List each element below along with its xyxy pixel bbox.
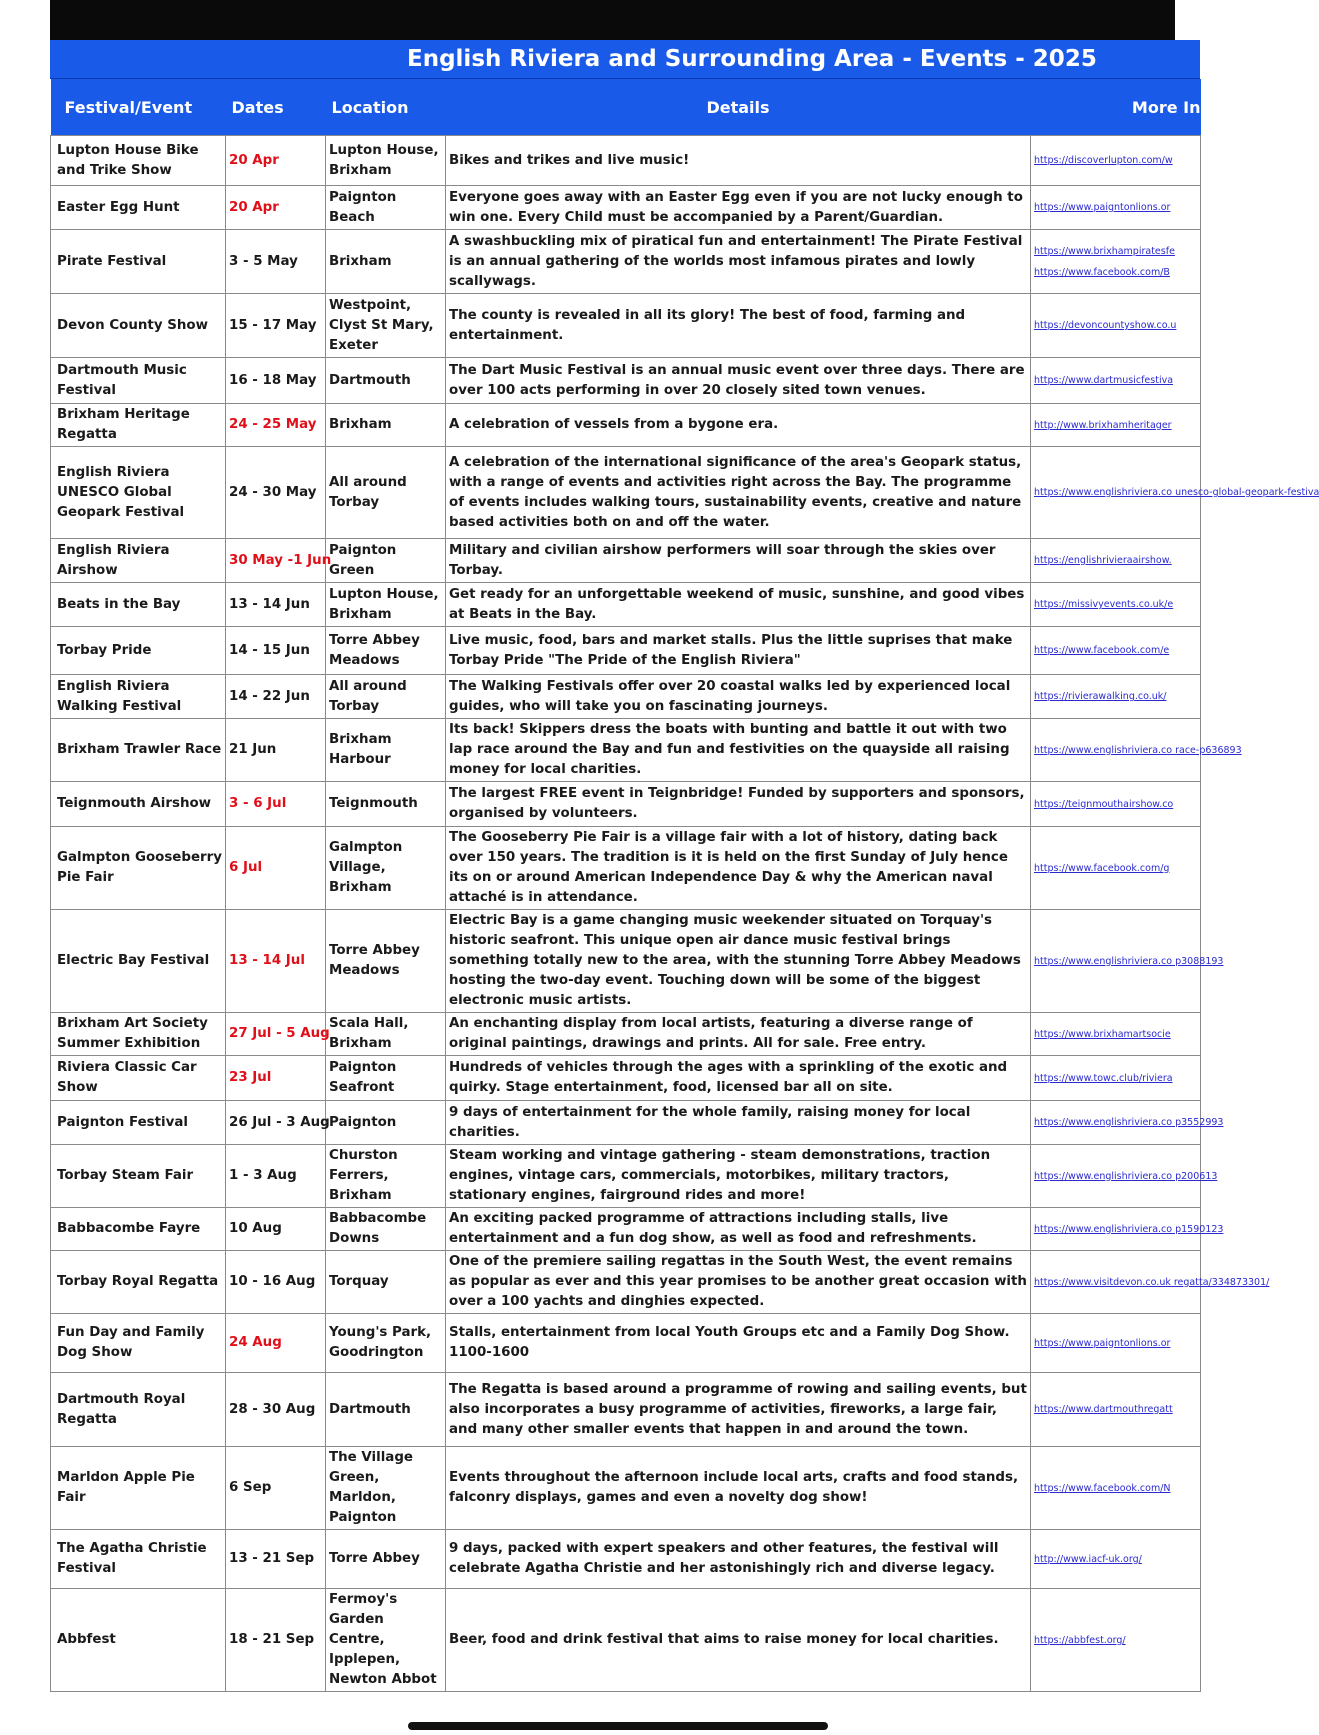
- event-dates-cell: 6 Sep: [226, 1447, 326, 1530]
- table-row: [51, 1530, 1201, 1589]
- event-link-cell: [1031, 186, 1201, 230]
- event-dates-cell: 20 Apr: [226, 186, 326, 230]
- event-location-cell: Dartmouth: [326, 1373, 446, 1447]
- event-dates-cell: 21 Jun: [226, 719, 326, 782]
- scroll-indicator[interactable]: [408, 1722, 828, 1730]
- more-info-link[interactable]: https://www.englishriviera.co race-p636893: [1034, 744, 1242, 756]
- event-link-cell: [1031, 627, 1201, 675]
- event-details-cell: Live music, food, bars and market stalls. Plus the little suprises that make Torbay Pride "The Pride of the English Riviera": [446, 627, 1031, 675]
- event-location-cell: Paignton: [326, 1101, 446, 1145]
- event-dates-cell: 13 - 21 Sep: [226, 1530, 326, 1589]
- event-location-cell: Lupton House, Brixham: [326, 136, 446, 186]
- event-details-cell: Everyone goes away with an Easter Egg even if you are not lucky enough to win one. Every Child must be accompanied by a Parent/Guardian.: [446, 186, 1031, 230]
- event-details-cell: Hundreds of vehicles through the ages with a sprinkling of the exotic and quirky. Stage entertainment, food, licensed bar all on site.: [446, 1056, 1031, 1101]
- event-location-cell: All around Torbay: [326, 447, 446, 539]
- table-row: [51, 827, 1201, 910]
- more-info-link[interactable]: https://www.englishriviera.co p200613: [1034, 1170, 1218, 1182]
- event-location-cell: Fermoy's Garden Centre, Ipplepen, Newton Abbot: [326, 1589, 446, 1692]
- event-dates-cell: 30 May -1 Jun: [226, 539, 326, 583]
- more-info-link[interactable]: https://www.towc.club/riviera: [1034, 1072, 1173, 1084]
- event-details-cell: A celebration of the international significance of the area's Geopark status, with a range of events and activities right across the Bay. The programme of events includes walking tours, sustainability events, creative and nature based activities both on and off the water.: [446, 447, 1031, 539]
- col-header-location: Location: [326, 79, 446, 136]
- event-link-cell: [1031, 583, 1201, 627]
- event-link-cell: [1031, 1447, 1201, 1530]
- event-link-cell: [1031, 404, 1201, 447]
- more-info-link[interactable]: https://www.brixhampiratesfe: [1034, 245, 1175, 257]
- event-details-cell: Stalls, entertainment from local Youth Groups etc and a Family Dog Show. 1100-1600: [446, 1314, 1031, 1373]
- header-row: [51, 79, 1201, 136]
- event-name-cell: English Riviera Airshow: [51, 539, 226, 583]
- event-location-cell: Dartmouth: [326, 358, 446, 404]
- more-info-link[interactable]: https://missivyevents.co.uk/e: [1034, 599, 1174, 610]
- event-location-cell: Babbacombe Downs: [326, 1208, 446, 1251]
- event-details-cell: Steam working and vintage gathering - steam demonstrations, traction engines, vintage cars, commercials, motorbikes, military tractors, stationary engines, fairground rides and more!: [446, 1145, 1031, 1208]
- table-row: [51, 1251, 1201, 1314]
- event-link-cell: [1031, 1589, 1201, 1692]
- event-link-cell: [1031, 1314, 1201, 1373]
- event-location-cell: Brixham: [326, 230, 446, 294]
- event-name-cell: Devon County Show: [51, 294, 226, 358]
- table-row: [51, 1145, 1201, 1208]
- event-location-cell: The Village Green, Marldon, Paignton: [326, 1447, 446, 1530]
- event-dates-cell: 18 - 21 Sep: [226, 1589, 326, 1692]
- more-info-link[interactable]: https://www.englishriviera.co unesco-global-geopark-festiva: [1034, 487, 1319, 498]
- event-details-cell: Beer, food and drink festival that aims to raise money for local charities.: [446, 1589, 1031, 1692]
- event-link-cell: [1031, 675, 1201, 719]
- table-row: [51, 675, 1201, 719]
- event-location-cell: Galmpton Village, Brixham: [326, 827, 446, 910]
- title-bar: [50, 40, 1200, 79]
- event-details-cell: An exciting packed programme of attractions including stalls, live entertainment and a fun dog show, as well as food and refreshments.: [446, 1208, 1031, 1251]
- table-row: [51, 627, 1201, 675]
- event-link-cell: [1031, 358, 1201, 404]
- event-link-cell: [1031, 447, 1319, 539]
- table-row: [51, 1101, 1201, 1145]
- event-dates-cell: 3 - 6 Jul: [226, 782, 326, 827]
- table-row: [51, 1208, 1201, 1251]
- event-location-cell: Lupton House, Brixham: [326, 583, 446, 627]
- event-link-cell: [1031, 1530, 1201, 1589]
- event-location-cell: Churston Ferrers, Brixham: [326, 1145, 446, 1208]
- more-info-link[interactable]: https://abbfest.org/: [1034, 1634, 1126, 1646]
- event-location-cell: Brixham: [326, 404, 446, 447]
- event-link-cell: [1031, 1056, 1201, 1101]
- event-details-cell: A swashbuckling mix of piratical fun and entertainment! The Pirate Festival is an annual gathering of the worlds most infamous pirates and lowly scallywags.: [446, 230, 1031, 294]
- event-details-cell: The Dart Music Festival is an annual music event over three days. There are over 100 acts performing in over 20 closely sited town venues.: [446, 358, 1031, 404]
- event-dates-cell: 24 Aug: [226, 1314, 326, 1373]
- table-row: [51, 539, 1201, 583]
- event-dates-cell: 14 - 22 Jun: [226, 675, 326, 719]
- event-link-cell: [1031, 539, 1201, 583]
- event-details-cell: The Regatta is based around a programme of rowing and sailing events, but also incorporates a busy programme of activities, fireworks, a large fair, and many other smaller events that happen in and around the town.: [446, 1373, 1031, 1447]
- event-name-cell: Paignton Festival: [51, 1101, 226, 1145]
- event-link-cell: [1031, 1101, 1224, 1145]
- event-dates-cell: 16 - 18 May: [226, 358, 326, 404]
- table-row: [51, 230, 1201, 294]
- event-dates-cell: 10 - 16 Aug: [226, 1251, 326, 1314]
- event-dates-cell: 10 Aug: [226, 1208, 326, 1251]
- event-name-cell: Dartmouth Royal Regatta: [51, 1373, 226, 1447]
- event-location-cell: Torre Abbey Meadows: [326, 627, 446, 675]
- event-link-cell: [1031, 910, 1224, 1013]
- event-dates-cell: 1 - 3 Aug: [226, 1145, 326, 1208]
- event-dates-cell: 24 - 25 May: [226, 404, 326, 447]
- event-location-cell: Paignton Seafront: [326, 1056, 446, 1101]
- more-info-link[interactable]: https://www.facebook.com/g: [1034, 862, 1170, 874]
- event-name-cell: Electric Bay Festival: [51, 910, 226, 1013]
- event-name-cell: Teignmouth Airshow: [51, 782, 226, 827]
- table-row: [51, 1314, 1201, 1373]
- more-info-link[interactable]: https://www.englishriviera.co p1590123: [1034, 1223, 1224, 1235]
- more-info-link[interactable]: https://www.visitdevon.co.uk regatta/334873301/: [1034, 1276, 1270, 1288]
- table-row: [51, 1013, 1201, 1056]
- more-info-link[interactable]: https://www.englishriviera.co p3088193: [1034, 955, 1224, 967]
- event-link-cell: [1031, 294, 1201, 358]
- event-link-cell: [1031, 1373, 1201, 1447]
- event-location-cell: Westpoint, Clyst St Mary, Exeter: [326, 294, 446, 358]
- event-link-cell: [1031, 827, 1201, 910]
- event-dates-cell: 23 Jul: [226, 1056, 326, 1101]
- event-dates-cell: 14 - 15 Jun: [226, 627, 326, 675]
- event-dates-cell: 24 - 30 May: [226, 447, 326, 539]
- event-details-cell: A celebration of vessels from a bygone era.: [446, 404, 1031, 447]
- table-row: [51, 910, 1201, 1013]
- table-row: [51, 404, 1201, 447]
- event-name-cell: Galmpton Gooseberry Pie Fair: [51, 827, 226, 910]
- event-location-cell: Scala Hall, Brixham: [326, 1013, 446, 1056]
- event-link-cell: [1031, 782, 1201, 827]
- event-name-cell: Riviera Classic Car Show: [51, 1056, 226, 1101]
- table-row: [51, 136, 1201, 186]
- event-location-cell: Paignton Green: [326, 539, 446, 583]
- event-name-cell: Beats in the Bay: [51, 583, 226, 627]
- event-dates-cell: 13 - 14 Jul: [226, 910, 326, 1013]
- event-details-cell: Its back! Skippers dress the boats with bunting and battle it out with two lap race around the Bay and fun and festivities on the quayside all raising money for local charities.: [446, 719, 1031, 782]
- event-dates-cell: 3 - 5 May: [226, 230, 326, 294]
- event-link-cell: [1031, 1251, 1270, 1314]
- event-name-cell: Brixham Trawler Race: [51, 719, 226, 782]
- event-details-cell: Bikes and trikes and live music!: [446, 136, 1031, 186]
- event-link-cell: [1031, 1013, 1201, 1056]
- more-info-link[interactable]: https://www.brixhamartsocie: [1034, 1028, 1171, 1040]
- event-name-cell: Marldon Apple Pie Fair: [51, 1447, 226, 1530]
- more-info-link[interactable]: https://www.dartmusicfestiva: [1034, 375, 1174, 386]
- events-sheet: [50, 40, 1319, 1692]
- more-info-link[interactable]: https://www.paigntonlions.or: [1034, 1337, 1171, 1349]
- table-row: [51, 294, 1201, 358]
- event-location-cell: All around Torbay: [326, 675, 446, 719]
- event-name-cell: Torbay Pride: [51, 627, 226, 675]
- event-name-cell: Babbacombe Fayre: [51, 1208, 226, 1251]
- table-row: [51, 186, 1201, 230]
- more-info-link[interactable]: https://www.facebook.com/e: [1034, 645, 1170, 656]
- event-dates-cell: 15 - 17 May: [226, 294, 326, 358]
- event-name-cell: Pirate Festival: [51, 230, 226, 294]
- event-name-cell: Dartmouth Music Festival: [51, 358, 226, 404]
- table-row: [51, 583, 1201, 627]
- event-link-cell: [1031, 1145, 1218, 1208]
- event-location-cell: Torquay: [326, 1251, 446, 1314]
- more-info-link[interactable]: https://www.englishriviera.co p3552993: [1034, 1117, 1224, 1128]
- event-name-cell: Abbfest: [51, 1589, 226, 1692]
- event-details-cell: 9 days, packed with expert speakers and other features, the festival will celebrate Agatha Christie and her astonishingly rich and diverse legacy.: [446, 1530, 1031, 1589]
- more-info-link[interactable]: https://teignmouthairshow.co: [1034, 798, 1174, 810]
- event-details-cell: The Gooseberry Pie Fair is a village fair with a lot of history, dating back over 150 years. The tradition is it is held on the first Sunday of July hence its on or around American Independence Day & why the American naval attaché is in attendance.: [446, 827, 1031, 910]
- event-location-cell: Teignmouth: [326, 782, 446, 827]
- more-info-link[interactable]: https://www.paigntonlions.or: [1034, 202, 1171, 213]
- event-details-cell: Electric Bay is a game changing music weekender situated on Torquay's historic seafront. This unique open air dance music festival brings something totally new to the area, with the stunning Torre Abbey Meadows hosting the two-day event. Touching down will be some of the biggest electronic music artists.: [446, 910, 1031, 1013]
- event-name-cell: Lupton House Bike and Trike Show: [51, 136, 226, 186]
- event-link-cell: [1031, 719, 1242, 782]
- event-link-cell: [1031, 1208, 1224, 1251]
- more-info-link[interactable]: http://www.brixhamheritager: [1034, 419, 1172, 431]
- event-details-cell: An enchanting display from local artists, featuring a diverse range of original paintings, drawings and prints. All for sale. Free entry.: [446, 1013, 1031, 1056]
- col-header-event: Festival/Event: [51, 79, 226, 136]
- more-info-link[interactable]: https://www.facebook.com/N: [1034, 1482, 1171, 1494]
- event-name-cell: Brixham Art Society Summer Exhibition: [51, 1013, 226, 1056]
- table-row: [51, 1373, 1201, 1447]
- event-location-cell: Torre Abbey Meadows: [326, 910, 446, 1013]
- col-header-more-info: More In: [1031, 79, 1201, 136]
- event-details-cell: Military and civilian airshow performers will soar through the skies over Torbay.: [446, 539, 1031, 583]
- event-details-cell: The county is revealed in all its glory! The best of food, farming and entertainment.: [446, 294, 1031, 358]
- event-location-cell: Brixham Harbour: [326, 719, 446, 782]
- event-dates-cell: 26 Jul - 3 Aug: [226, 1101, 326, 1145]
- event-name-cell: Fun Day and Family Dog Show: [51, 1314, 226, 1373]
- event-name-cell: Torbay Steam Fair: [51, 1145, 226, 1208]
- event-details-cell: 9 days of entertainment for the whole family, raising money for local charities.: [446, 1101, 1031, 1145]
- event-dates-cell: 20 Apr: [226, 136, 326, 186]
- event-details-cell: The Walking Festivals offer over 20 coastal walks led by experienced local guides, who will take you on fascinating journeys.: [446, 675, 1031, 719]
- event-dates-cell: 13 - 14 Jun: [226, 583, 326, 627]
- event-name-cell: Brixham Heritage Regatta: [51, 404, 226, 447]
- table-row: [51, 447, 1201, 539]
- event-details-cell: The largest FREE event in Teignbridge! Funded by supporters and sponsors, organised by volunteers.: [446, 782, 1031, 827]
- event-details-cell: Events throughout the afternoon include local arts, crafts and food stands, falconry displays, games and even a novelty dog show!: [446, 1447, 1031, 1530]
- event-link-cell: [1031, 136, 1201, 186]
- event-name-cell: English Riviera Walking Festival: [51, 675, 226, 719]
- event-location-cell: Paignton Beach: [326, 186, 446, 230]
- event-name-cell: English Riviera UNESCO Global Geopark Festival: [51, 447, 226, 539]
- table-row: [51, 719, 1201, 782]
- event-location-cell: Torre Abbey: [326, 1530, 446, 1589]
- more-info-link[interactable]: https://rivierawalking.co.uk/: [1034, 691, 1167, 702]
- event-name-cell: Torbay Royal Regatta: [51, 1251, 226, 1314]
- event-dates-cell: 28 - 30 Aug: [226, 1373, 326, 1447]
- more-info-link[interactable]: https://www.facebook.com/B: [1034, 266, 1170, 278]
- events-table: [50, 79, 1319, 1692]
- more-info-link[interactable]: https://www.dartmouthregatt: [1034, 1404, 1173, 1415]
- more-info-link[interactable]: https://englishrivieraairshow.: [1034, 555, 1172, 566]
- col-header-details: Details: [446, 79, 1031, 136]
- event-dates-cell: 27 Jul - 5 Aug: [226, 1013, 326, 1056]
- table-row: [51, 1447, 1201, 1530]
- table-row: [51, 358, 1201, 404]
- table-row: [51, 782, 1201, 827]
- event-dates-cell: 6 Jul: [226, 827, 326, 910]
- event-name-cell: The Agatha Christie Festival: [51, 1530, 226, 1589]
- table-row: [51, 1589, 1201, 1692]
- event-name-cell: Easter Egg Hunt: [51, 186, 226, 230]
- top-dark-bar: [50, 0, 1175, 40]
- page-title: English Riviera and Surrounding Area - Events - 2025: [407, 46, 1097, 72]
- table-row: [51, 1056, 1201, 1101]
- more-info-link[interactable]: https://discoverlupton.com/w: [1034, 155, 1173, 166]
- event-details-cell: One of the premiere sailing regattas in the South West, the event remains as popular as ever and this year promises to be another great occasion with over a 100 yachts and dinghies expected.: [446, 1251, 1031, 1314]
- more-info-link[interactable]: https://devoncountyshow.co.u: [1034, 320, 1177, 331]
- event-link-cell: [1031, 230, 1201, 294]
- event-details-cell: Get ready for an unforgettable weekend of music, sunshine, and good vibes at Beats in the Bay.: [446, 583, 1031, 627]
- col-header-dates: Dates: [226, 79, 326, 136]
- more-info-link[interactable]: http://www.iacf-uk.org/: [1034, 1553, 1142, 1565]
- event-location-cell: Young's Park, Goodrington: [326, 1314, 446, 1373]
